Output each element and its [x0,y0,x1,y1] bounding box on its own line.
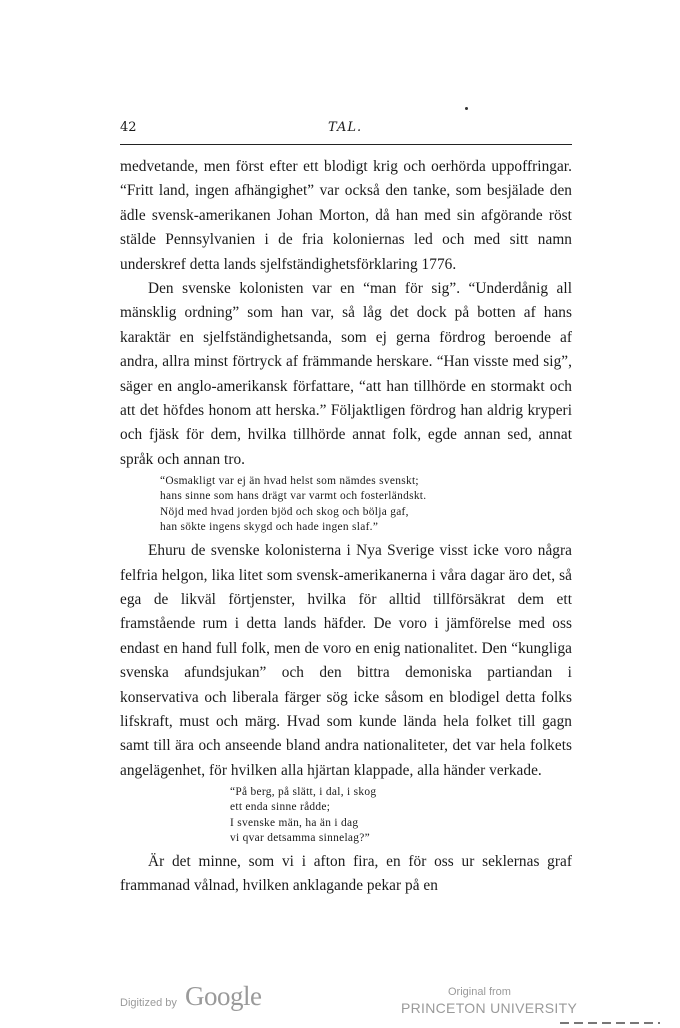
paragraph-2: Den svenske kolonisten var en “man för sig”. “Underdånig all mänsklig ordning” som han var, så låg det dock på botten af hans karaktär en sjelfständighetsanda, som ej gerna fördrog beroende af andra, allra minst förtryck af främmande herskare. “Han visste med sig”, säger en anglo-amerikansk författare, “att han tillhörde en stormakt och att det höfdes honom att herska.” Följaktligen fördrog han aldrig kryperi och fjäsk för dem, hvilka tillhörde annat folk, egde annan sed, annat språk och annan tro. [120,280,572,468]
page-header [120,120,572,142]
paragraph-1: medvetande, men först efter ett blodigt krig och oerhörda uppoffringar. “Fritt land, ingen afhängighet” var också den tanke, som besjälade den ädle svensk-amerikanen Johan Morton, då han med sin afgörande röst stälde Pennsylvanien i de fria koloniernas led och med sitt namn underskref detta lands sjelfständighetsförklaring 1776. [120,158,572,273]
page-body [120,155,572,899]
verse-line: hans sinne som hans drägt var varmt och fosterländskt. [160,490,427,503]
verse-line: “På berg, på slätt, i dal, i skog [230,786,377,799]
paragraph-4: Är det minne, som vi i afton fira, en för oss ur seklernas graf frammanad vålnad, hvilken anklagande pekar på en [120,852,572,895]
scan-edge-dashes [560,1022,660,1024]
google-logo: Google [185,981,262,1011]
digitized-by-label: Digitized by [120,997,177,1009]
scan-speck [465,107,468,110]
header-rule [120,144,572,145]
verse-quote-2 [120,785,572,846]
verse-line: I svenske män, ha än i dag [230,816,359,829]
running-head: TAL. [328,120,363,135]
verse-line: vi qvar detsamma sinnelag?” [230,831,370,844]
digitization-footer [0,975,680,1025]
verse-line: Nöjd med hvad jorden bjöd och skog och bölja gaf, [160,505,409,518]
paragraph-3: Ehuru de svenske kolonisterna i Nya Sverige visst icke voro några felfria helgon, lika litet som svensk-amerikanerna i våra dagar äro det, så ega de likväl förtjenster, hvilka för alltid tillförsäkrat dem ett framstående rum i detta lands häfder. De voro i jämförelse med oss endast en hand full folk, men de voro en enig nationalitet. Den “kungliga svenska afundsjukan” och den bittra demoniska partiandan i konservativa och liberala färger sög icke såsom en blodigel detta folks lifskraft, must och märg. Hvad som kunde lända hela folket till gagn samt till ära och anseende bland andra nationaliteter, det var hela folkets angelägenhet, för hvilken alla hjärtan klappade, alla händer verkade. [120,542,572,779]
verse-line: ett enda sinne rådde; [230,801,331,814]
verse-line: “Osmakligt var ej än hvad helst som nämdes svenskt; [160,475,419,488]
verse-line: han sökte ingens skygd och hade ingen slaf.” [160,520,379,533]
verse-quote-1 [120,474,572,535]
page-number: 42 [120,120,137,135]
institution-label: PRINCETON UNIVERSITY [401,1000,578,1016]
original-from-label: Original from [448,986,511,998]
